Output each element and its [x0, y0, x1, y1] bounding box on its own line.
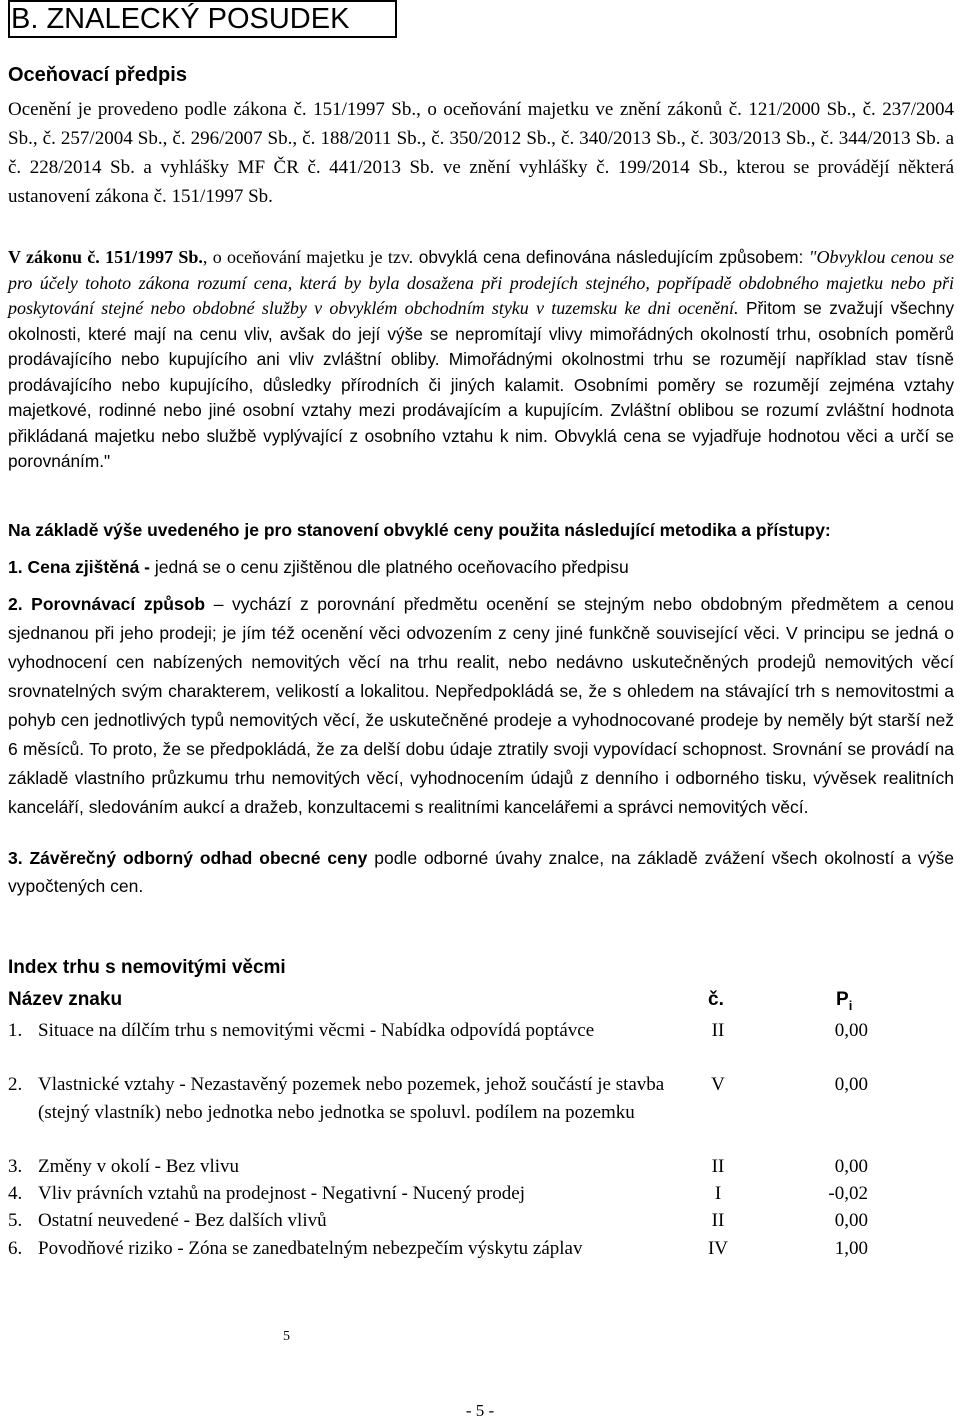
column-header-pi: $P_i$ — [836, 989, 853, 1013]
law-intro-bold: V zákonu č. 151/1997 Sb. — [8, 247, 203, 267]
law-quote: "Obvyklou cenou se pro účely tohoto zákona rozumí cena, která by byla dosažena při prodejích stejného, popřípadě obdobného majetku nebo při poskytování stejné nebo obdobné služby v obvyklém obchodním styku v tuzemsku ke dni ocenění. — [8, 247, 955, 318]
method-item-3 — [8, 844, 954, 900]
method-item-2-text: – vychází z porovnání předmětu ocenění se stejným nebo obdobným předmětem a cenou sjednanou při jeho prodeji; je jím též ocenění věci odvozením z ceny jiné funkčně související věci. V principu se jedná o vyhodnocení cen nabízených nemovitých věcí na trhu realit, nebo nedávno uskutečněných prodejů nemovitých věcí srovnatelných svým charakterem, velikostí a lokalitou. Nepředpokládá se, že s ohledem na stávající trh s nemovitostmi a pohyb cen jednotlivých typů nemovitých věcí, že uskutečněné prodeje a vyhodnocované prodeje by neměly být starší než 6 měsíců. To proto, že se předpokládá, že za delší dobu údaje ztratily svoji vypovídací schopnost. Srovnání se provádí na základě vlastního průzkumu trhu nemovitých věcí, vyhodnocením údajů z denního i odborného tisku, vývěsek realitních kanceláří, sledováním aukcí a dražeb, konzultacemi s realitními kancelářemi a správci nemovitých věcí. — [8, 594, 954, 817]
method-item-2 — [8, 590, 954, 822]
valuation-regulation-paragraph: Ocenění je provedeno podle zákona č. 151/1997 Sb., o oceňování majetku ve znění zákonů č. 121/2000 Sb., č. 237/2004 Sb., č. 257/2004 Sb., č. 296/2007 Sb., č. 188/2011 Sb., č. 350/2012 Sb., č. 340/2013 Sb., č. 303/2013 Sb., č. 344/2013 Sb. a č. 228/2014 Sb. a vyhlášky MF ČR č. 441/2013 Sb. ve znění vyhlášky č. 199/2014 Sb., kterou se provádějí některá ustanovení zákona č. 151/1997 Sb. — [8, 99, 954, 207]
page-number: - 5 - — [465, 1401, 495, 1420]
column-header-class: č. — [708, 989, 724, 1010]
table-row: 6. Povodňové riziko - Zóna se zanedbatelným nebezpečím výskytu záplav IV 1,00 — [8, 1238, 868, 1259]
table-row: 2. Vlastnické vztahy - Nezastavěný pozemek nebo pozemek, jehož součástí je stavba (stejný vlastník) nebo jednotka nebo jednotka se spoluvl. podílem na pozemku V 0,00 — [8, 1074, 868, 1123]
column-header-name: Název znaku — [8, 989, 123, 1010]
method-item-1-text: jedná se o cenu zjištěnou dle platného oceňovacího předpisu — [150, 557, 629, 577]
page-title: B. ZNALECKÝ POSUDEK — [8, 0, 397, 38]
law-definition-paragraph — [8, 245, 954, 475]
method-item-2-label: 2. Porovnávací způsob — [8, 594, 206, 614]
index-title: Index trhu s nemovitými věcmi — [8, 957, 286, 978]
method-item-3-label: 3. Závěrečný odborný odhad obecné ceny — [8, 848, 368, 868]
footnote-number: 5 — [283, 1329, 290, 1344]
method-item-1-label: 1. Cena zjištěná - — [8, 557, 150, 577]
method-item-1 — [8, 557, 629, 578]
law-intro-rest: obvyklá cena definována následujícím způsobem: — [413, 247, 809, 267]
index-table-header — [8, 989, 954, 1017]
law-intro-serif: , o oceňování majetku je tzv. — [202, 247, 414, 267]
law-rest: Přitom se zvažují všechny okolnosti, které mají na cenu vliv, avšak do její výše se nepromítají vlivy mimořádných okolností trhu, osobních poměrů prodávajícího nebo kupujícího ani vliv zvláštní obliby. Mimořádnými okolnostmi trhu se rozumějí například stav tísně prodávajícího nebo kupujícího, důsledky přírodních či jiných kalamit. Osobními poměry se rozumějí zejména vztahy majetkové, rodinné nebo jiné osobní vztahy mezi prodávajícím a kupujícím. Zvláštní oblibou se rozumí zvláštní hodnota přikládaná majetku nebo službě vyplývající z osobního vztahu k nim. Obvyklá cena se vyjadřuje hodnotou věci a určí se porovnáním." — [8, 298, 954, 471]
section-heading-ocenovaci-predpis: Oceňovací předpis — [8, 64, 187, 86]
table-row: 1. Situace na dílčím trhu s nemovitými věcmi - Nabídka odpovídá poptávce II 0,00 — [8, 1020, 868, 1041]
method-item-3-text: podle odborné úvahy znalce, na základě zvážení všech okolností a výše vypočtených cen. — [8, 848, 954, 896]
method-heading: Na základě výše uvedeného je pro stanovení obvyklé ceny použita následující metodika a přístupy: — [8, 520, 831, 540]
